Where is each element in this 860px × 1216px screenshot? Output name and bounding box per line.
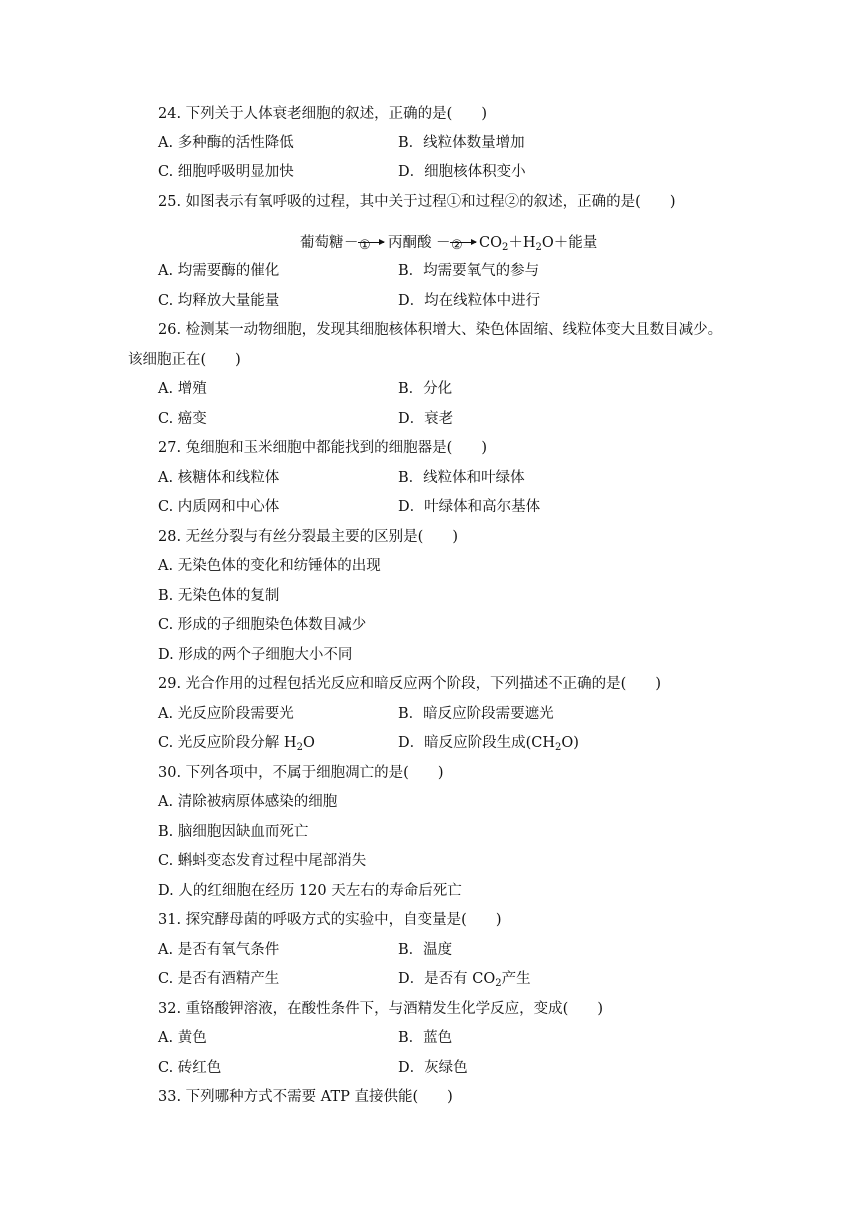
question-31-option-d: D．是否有 $CO_2$产生 — [398, 971, 531, 989]
question-30-option-c: C. 蝌蚪变态发育过程中尾部消失 — [158, 853, 367, 869]
equation-products: $CO_2+H_2O+$能量 — [479, 235, 598, 253]
question-24-option-b: B．线粒体数量增加 — [398, 135, 525, 151]
question-29-option-c: C. 光反应阶段分解 $H_2O$ — [158, 735, 315, 753]
question-24-option-d: D．细胞核体积变小 — [398, 164, 526, 180]
equation-pyruvate: 丙酮酸 — [388, 235, 432, 251]
question-25-stem: 25. 如图表示有氧呼吸的过程，其中关于过程①和过程②的叙述，正确的是( ) — [158, 194, 676, 210]
question-26-option-c: C. 癌变 — [158, 411, 207, 427]
equation-glucose: 葡萄糖 — [300, 235, 344, 251]
step-1-label: ① — [359, 238, 371, 253]
question-28-option-d: D. 形成的两个子细胞大小不同 — [158, 647, 353, 663]
question-27-option-a: A. 核糖体和线粒体 — [158, 470, 280, 486]
question-31-stem: 31. 探究酵母菌的呼吸方式的实验中，自变量是( ) — [158, 912, 502, 928]
question-31-option-a: A. 是否有氧气条件 — [158, 942, 280, 958]
question-32-option-b: B．蓝色 — [398, 1030, 453, 1046]
equation-dash-2: － — [436, 235, 451, 251]
question-26-option-d: D．衰老 — [398, 411, 454, 427]
question-32-option-a: A. 黄色 — [158, 1030, 207, 1046]
question-30-option-b: B. 脑细胞因缺血而死亡 — [158, 824, 309, 840]
step-2-label: ② — [451, 238, 463, 253]
question-32-option-c: C. 砖红色 — [158, 1060, 222, 1076]
equation-dash-1: － — [344, 235, 359, 251]
question-33-stem: 33. 下列哪种方式不需要 ATP 直接供能( ) — [158, 1089, 453, 1105]
question-28-option-a: A. 无染色体的变化和纺锤体的出现 — [158, 558, 381, 574]
question-27-option-c: C. 内质网和中心体 — [158, 499, 280, 515]
question-27-stem: 27. 兔细胞和玉米细胞中都能找到的细胞器是( ) — [158, 440, 487, 456]
question-29-option-d: D．暗反应阶段生成$(CH_2O)$ — [398, 735, 579, 753]
question-29-stem: 29. 光合作用的过程包括光反应和暗反应两个阶段，下列描述不正确的是( ) — [158, 676, 661, 692]
arrow-1-icon — [358, 238, 384, 253]
question-26-stem-continued: 该细胞正在( ) — [128, 352, 241, 368]
question-29-option-b: B．暗反应阶段需要遮光 — [398, 706, 554, 722]
question-28-option-b: B. 无染色体的复制 — [158, 588, 280, 604]
question-25-option-d: D．均在线粒体中进行 — [398, 293, 541, 309]
question-27-option-b: B．线粒体和叶绿体 — [398, 470, 525, 486]
question-26-stem: 26. 检测某一动物细胞，发现其细胞核体积增大、染色体固缩、线粒体变大且数目减少。 — [158, 322, 723, 338]
question-26-option-b: B．分化 — [398, 381, 453, 397]
question-31-option-c: C. 是否有酒精产生 — [158, 971, 280, 987]
question-28-option-c: C. 形成的子细胞染色体数目减少 — [158, 617, 367, 633]
question-28-stem: 28. 无丝分裂与有丝分裂最主要的区别是( ) — [158, 529, 458, 545]
question-29-option-a: A. 光反应阶段需要光 — [158, 706, 294, 722]
question-27-option-d: D．叶绿体和高尔基体 — [398, 499, 541, 515]
question-30-option-d: D. 人的红细胞在经历 120 天左右的寿命后死亡 — [158, 883, 462, 899]
question-32-stem: 32. 重铬酸钾溶液，在酸性条件下，与酒精发生化学反应，变成( ) — [158, 1001, 603, 1017]
question-24-option-c: C. 细胞呼吸明显加快 — [158, 164, 294, 180]
question-24-option-a: A. 多种酶的活性降低 — [158, 135, 294, 151]
arrow-2-icon — [450, 238, 476, 253]
question-30-option-a: A. 清除被病原体感染的细胞 — [158, 794, 338, 810]
question-25-option-c: C. 均释放大量能量 — [158, 293, 280, 309]
question-26-option-a: A. 增殖 — [158, 381, 207, 397]
question-31-option-b: B．温度 — [398, 942, 453, 958]
question-25-option-b: B．均需要氧气的参与 — [398, 263, 540, 279]
question-30-stem: 30. 下列各项中，不属于细胞凋亡的是( ) — [158, 765, 444, 781]
question-24-stem: 24. 下列关于人体衰老细胞的叙述，正确的是( ) — [158, 106, 487, 122]
question-32-option-d: D．灰绿色 — [398, 1060, 468, 1076]
question-25-option-a: A. 均需要酶的催化 — [158, 263, 280, 279]
